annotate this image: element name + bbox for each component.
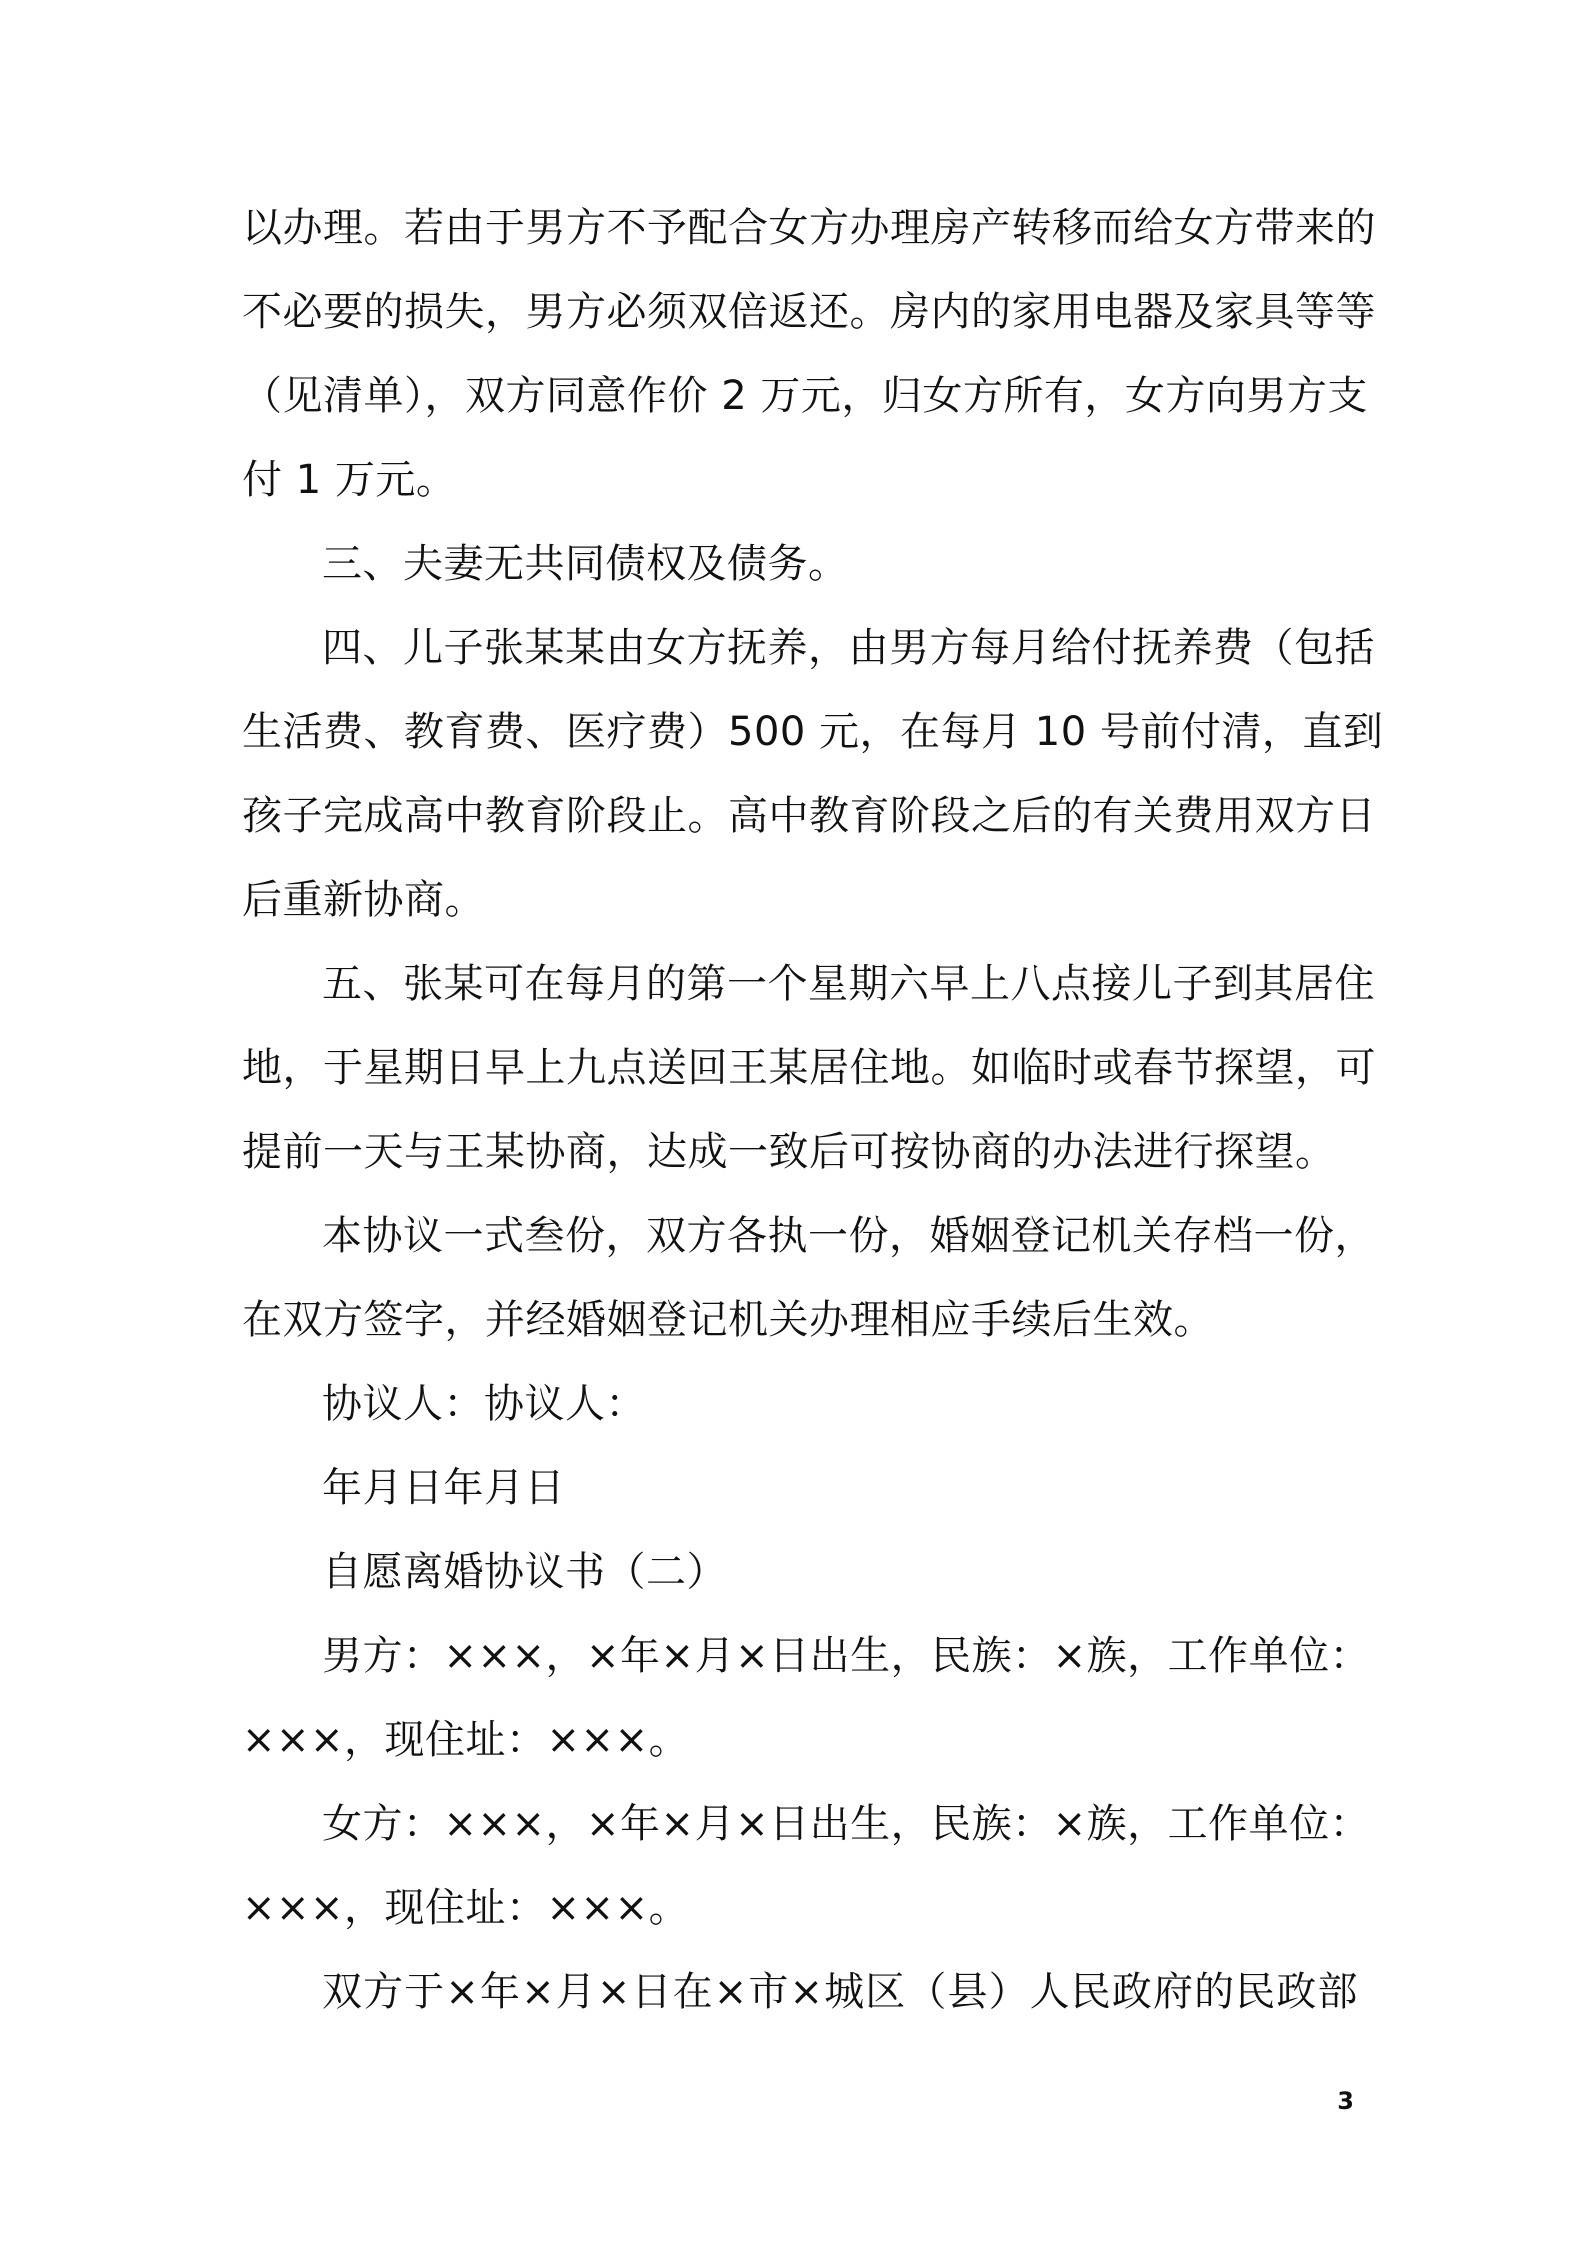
text-line: 三、夫妻无共同债权及债务。 bbox=[322, 541, 849, 587]
text-line: 五、张某可在每月的第一个星期六早上八点接儿子到其居住 bbox=[322, 961, 1375, 1007]
text-line: 双方于×年×月×日在×市×城区（县）人民政府的民政部 bbox=[322, 1969, 1358, 2015]
text-line: 孩子完成高中教育阶段止。高中教育阶段之后的有关费用双方日 bbox=[242, 793, 1376, 839]
text-line: 本协议一式叁份，双方各执一份，婚姻登记机关存档一份， bbox=[322, 1213, 1375, 1259]
date-label: 年月日年月日 bbox=[322, 1465, 565, 1511]
text-line: 后重新协商。 bbox=[242, 877, 485, 923]
text-line: 生活费、教育费、医疗费）500 元，在每月 10 号前付清，直到 bbox=[242, 709, 1384, 755]
page-number: 3 bbox=[1337, 2087, 1354, 2115]
signature-label: 协议人：协议人： bbox=[322, 1381, 646, 1427]
text-line: 以办理。若由于男方不予配合女方办理房产转移而给女方带来的 bbox=[242, 205, 1376, 251]
text-line: 四、儿子张某某由女方抚养，由男方每月给付抚养费（包括 bbox=[322, 625, 1375, 671]
text-line: 地，于星期日早上九点送回王某居住地。如临时或春节探望，可 bbox=[242, 1045, 1376, 1091]
text-line: 女方：×××，×年×月×日出生，民族：×族，工作单位： bbox=[322, 1801, 1371, 1847]
text-line: 提前一天与王某协商，达成一致后可按协商的办法进行探望。 bbox=[242, 1129, 1336, 1175]
text-line: 男方：×××，×年×月×日出生，民族：×族，工作单位： bbox=[322, 1633, 1371, 1679]
text-line: ×××，现住址：×××。 bbox=[242, 1717, 690, 1763]
section-heading: 自愿离婚协议书（二） bbox=[322, 1549, 727, 1595]
text-line: 在双方签字，并经婚姻登记机关办理相应手续后生效。 bbox=[242, 1297, 1214, 1343]
text-line: （见清单），双方同意作价 2 万元，归女方所有，女方向男方支 bbox=[242, 373, 1368, 419]
text-line: ×××，现住址：×××。 bbox=[242, 1885, 690, 1931]
text-line: 不必要的损失，男方必须双倍返还。房内的家用电器及家具等等 bbox=[242, 289, 1376, 335]
text-line: 付 1 万元。 bbox=[242, 457, 457, 503]
